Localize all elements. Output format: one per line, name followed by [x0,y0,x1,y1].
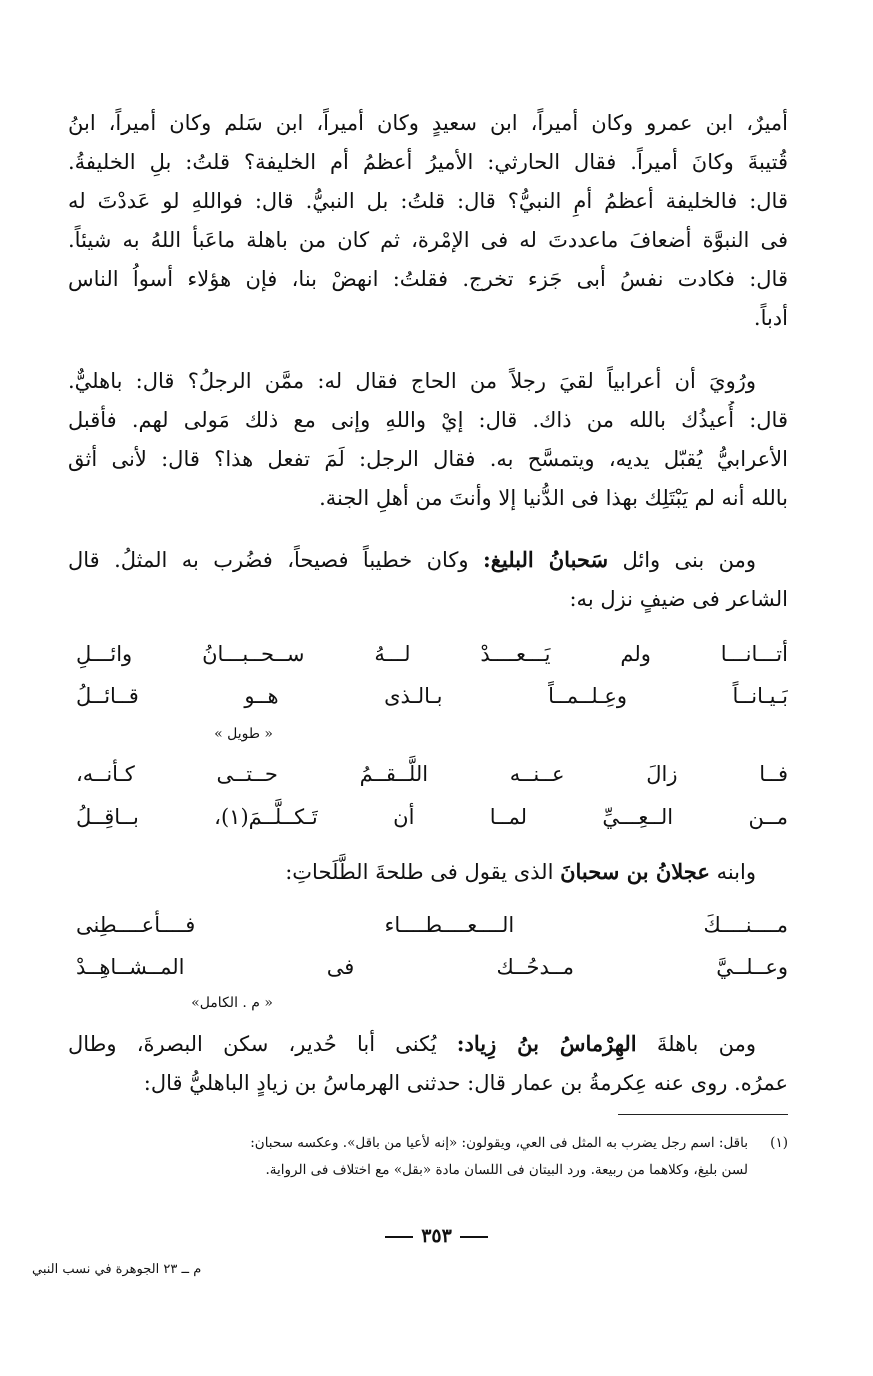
text-line: بالله أنه لم يَبْتَلِك بهذا فى الدُّنيا إلا وأنتَ من أهلِ الجنة. [319,486,788,510]
footnote-text: لسن بليغ، وكلاهما من ربيعة. ورد البيتان فى اللسان مادة «بقل» مع اختلاف فى الرواية. [265,1162,748,1178]
verse-line: أتـــانـــا ولم يَـــعــــدْ لـــهُ ســحــبـــانُ وائـــلِ [76,642,788,666]
text-lead: ومن بنى وائل [608,548,756,572]
text-line: قال: فالخليفة أعظمُ أمِ النبيُّ؟ قال: قلتُ: بل النبيُّ. قال: فواللهِ لو عَددْتَ له [68,189,788,213]
poem-verse-1 [76,635,788,716]
text-line: الأعرابيُّ يُقبّل يديه، ويتمسَّح به. فقال الرجل: لَمَ تفعل هذا؟ قال: لأنى أثق [68,447,788,471]
text-lead: وابنه [709,860,756,884]
text-line: أدباً. [753,306,788,330]
poem-verse-3 [76,906,788,987]
text-line: قال: أُعيذُك بالله من ذاك. قال: إيْ واللهِ وإنى مع ذلك مَولى لهم. فأقبل [68,408,788,432]
paragraph-3 [68,540,788,619]
text-line: عمرُه. روى عنه عِكرمةُ بن عمار قال: حدثنى الهرماسُ بن زيادٍ الباهليُّ قال: [143,1071,788,1095]
footnote [76,1130,788,1184]
text-line: الشاعر فى ضيفٍ نزل به: [569,587,788,611]
paragraph-4 [68,852,788,892]
verse-line: مــــنــــكَ الــــعــــطــــاء فــــأعــــطِنى [76,913,788,937]
text-line [68,852,788,892]
paragraph-5 [68,1024,788,1103]
verse-line: فــا زالَ عــنــه اللَّــقــمُ حــتــى كـأنــه، [76,762,788,786]
text-line [68,540,788,580]
book-signature: م ــ ٢٣ الجوهرة في نسب النبي [32,1262,202,1277]
text-rest: يُكنى أبا حُدير، سكن البصرةَ، وطال [68,1032,457,1056]
footnote-number: (١) [770,1135,788,1151]
page-number: ٣٥٣ [0,1225,873,1247]
verse-line: وعــلــيَّ مــدحُــك فى المــشــاهِــدْ [76,955,788,979]
text-rest: وكان خطيباً فصيحاً، فضُرب به المثلُ. قال [68,548,483,572]
poem-verse-2 [76,755,788,837]
text-rest: الذى يقول فى طلحةَ الطَّلَحاتِ: [285,860,561,884]
footnote-divider [618,1114,788,1115]
text-line [68,1024,788,1064]
person-name: الهِرْماسُ بنُ زِياد: [456,1031,637,1056]
text-line: قال: فكادت نفسُ أبى جَزء تخرج. فقلتُ: انهضْ بنا، فإن هؤلاء أسواُ الناس [68,267,788,291]
text-line: فى النبوَّة أضعافَ ماعددتَ له فى الإمْرة، ثم كان من باهلة ماعَبأ اللهُ به شيئاً. [68,228,788,252]
text-lead: ومن باهلةَ [636,1032,756,1056]
paragraph-1 [68,104,788,338]
verse-line: بَـيـانــاً وعِـلــمــاً بـالـذى هــو قــائــلُ [76,684,788,708]
paragraph-2 [68,362,788,518]
person-name: عجلانُ بن سحبانَ [560,859,710,884]
verse-line: مــن الــعِـــيِّ لمــا أن تَـكــلَّــمَ(١)، بــاقِــلُ [76,805,788,829]
meter-label: « طويل » [214,726,273,742]
footnote-line [76,1157,788,1184]
person-name: سَحبانُ البليغ: [482,547,609,572]
text-line: أميرٌ، ابن عمرو وكان أميراً، ابن سعيدٍ وكان أميراً، ابن سَلم وكان أميراً، ابنُ [68,111,788,135]
text-line: قُتيبةَ وكانَ أميراً. فقال الحارثي: الأميرُ أعظمُ أم الخليفة؟ قلتُ: بلِ الخليفةُ. [68,150,788,174]
footnote-line [76,1130,788,1157]
meter-label: « م . الكامل» [191,995,273,1011]
footnote-text: باقل: اسم رجل يضرب به المثل فى العي، ويقولون: «إنه لأعيا من باقل». وعكسه سحبان: [250,1135,748,1151]
text-line: ورُويَ أن أعرابياً لقيَ رجلاً من الحاج فقال له: ممَّن الرجلُ؟ قال: باهليٌّ. [68,369,756,393]
